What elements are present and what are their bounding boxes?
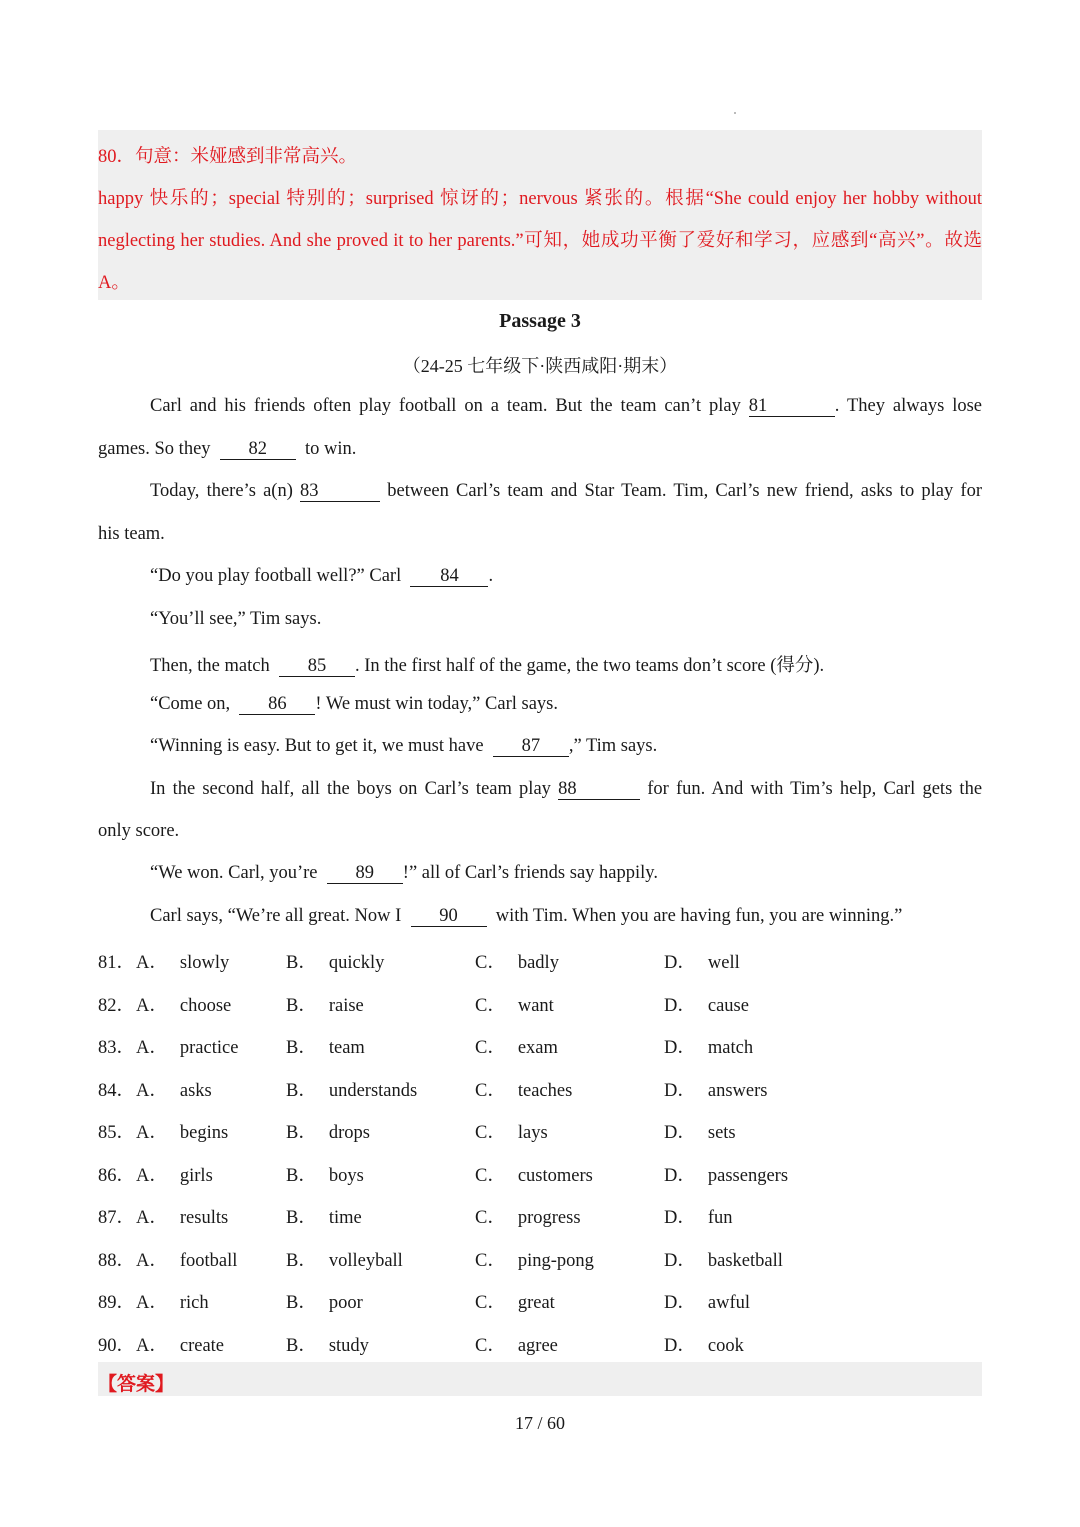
option-letter: B． [286, 995, 317, 1016]
option-text: understands [328, 1080, 418, 1101]
option-d[interactable] [664, 1246, 783, 1272]
option-text: ping-pong [517, 1250, 594, 1271]
option-c[interactable] [475, 1246, 594, 1272]
text-segment: “Do you play football well?” Carl [150, 566, 402, 586]
question-row [98, 1246, 982, 1276]
option-letter: C． [475, 1165, 506, 1186]
option-letter: D． [664, 1208, 696, 1228]
option-text: quickly [328, 953, 385, 973]
option-letter: D． [664, 1335, 696, 1356]
option-letter: D． [664, 1080, 696, 1101]
passage-paragraph-2 [150, 481, 982, 502]
option-text: team [328, 1038, 365, 1058]
option-text: results [179, 1208, 229, 1228]
option-letter: A． [136, 1208, 168, 1228]
option-text: slowly [179, 953, 230, 973]
question-number: 90． [98, 1335, 136, 1356]
option-a[interactable] [136, 1033, 238, 1059]
passage-paragraph-8 [150, 779, 982, 800]
text-segment: “Come on, [150, 694, 231, 714]
option-letter: B． [286, 1293, 317, 1313]
option-b[interactable] [286, 1076, 417, 1102]
option-text: rich [179, 1293, 209, 1313]
option-text: sets [707, 1123, 736, 1143]
option-b[interactable] [286, 1033, 365, 1059]
option-a[interactable] [136, 1288, 209, 1314]
option-b[interactable] [286, 1203, 362, 1229]
option-a[interactable] [136, 991, 231, 1017]
text-segment: to win. [305, 439, 357, 459]
question-number: 87． [98, 1208, 136, 1228]
option-letter: C． [475, 1335, 506, 1356]
text-segment: with Tim. When you are having fun, you are winning.” [495, 906, 903, 926]
option-a[interactable] [136, 948, 229, 974]
passage-paragraph-2-cont: his team. [98, 524, 165, 544]
option-c[interactable] [475, 1118, 548, 1144]
option-text: raise [328, 995, 364, 1016]
option-text: asks [179, 1080, 212, 1101]
option-d[interactable] [664, 948, 740, 974]
option-letter: A． [136, 1165, 168, 1186]
option-b[interactable] [286, 1161, 364, 1187]
question-number: 84． [98, 1080, 136, 1101]
option-d[interactable] [664, 1203, 733, 1229]
explanation-line-2: happy 快乐的；special 特别的；surprised 惊讶的；nervous 紧张的。根据“She could enjoy her hobby without [98, 189, 982, 209]
text-segment: Then, the match [150, 656, 270, 676]
option-text: answers [707, 1080, 768, 1101]
blank-88: 88 [558, 779, 640, 800]
option-text: agree [517, 1335, 558, 1356]
question-row [98, 1161, 982, 1191]
stray-dot [734, 112, 736, 114]
option-c[interactable] [475, 1331, 558, 1357]
option-text: lays [517, 1123, 548, 1143]
passage-paragraph-9 [150, 863, 658, 884]
option-letter: B． [286, 1038, 317, 1058]
option-c[interactable] [475, 1076, 572, 1102]
option-letter: A． [136, 1080, 168, 1101]
answer-header-bar [98, 1362, 982, 1396]
passage-source: （24-25 七年级下·陕西咸阳·期末） [402, 356, 678, 376]
blank-81: 81 [749, 396, 835, 417]
option-text: progress [517, 1208, 581, 1228]
passage-paragraph-1 [150, 396, 982, 417]
option-letter: C． [475, 1038, 506, 1058]
option-d[interactable] [664, 1288, 750, 1314]
option-text: poor [328, 1293, 363, 1313]
text-segment: . [488, 566, 494, 586]
question-number: 86． [98, 1165, 136, 1186]
question-row [98, 1033, 982, 1063]
option-letter: A． [136, 1250, 168, 1271]
explanation-line-4: A。 [98, 273, 130, 293]
question-row [98, 1118, 982, 1148]
question-row [98, 1076, 982, 1106]
option-text: teaches [517, 1080, 573, 1101]
text-segment: . In the first half of the game, the two teams don’t score (得分). [354, 656, 825, 676]
question-row [98, 948, 982, 978]
option-letter: C． [475, 1080, 506, 1101]
option-text: choose [179, 995, 232, 1016]
passage-paragraph-8-cont: only score. [98, 821, 180, 841]
option-letter: A． [136, 953, 168, 973]
blank-83: 83 [300, 481, 380, 502]
option-text: fun [707, 1208, 733, 1228]
text-segment: In the second half, all the boys on Carl’s team play [150, 779, 551, 799]
option-text: cause [707, 995, 749, 1016]
option-b[interactable] [286, 948, 384, 974]
option-c[interactable] [475, 1033, 558, 1059]
option-b[interactable] [286, 1246, 403, 1272]
text-segment: ! We must win today,” Carl says. [315, 694, 558, 714]
option-text: basketball [707, 1250, 783, 1271]
option-text: boys [328, 1165, 364, 1186]
option-a[interactable] [136, 1161, 213, 1187]
text-segment: Carl says, “We’re all great. Now I [150, 906, 402, 926]
option-text: study [328, 1335, 369, 1356]
option-letter: D． [664, 953, 696, 973]
explanation-line-3: neglecting her studies. And she proved it to her parents.”可知，她成功平衡了爱好和学习，应感到“高兴”。故选 [98, 231, 982, 251]
option-letter: A． [136, 995, 168, 1016]
answer-label: 【答案】 [98, 1373, 175, 1395]
option-letter: A． [136, 1123, 168, 1143]
text-segment: Carl and his friends often play football on a team. But the team can’t play [150, 396, 741, 416]
option-c[interactable] [475, 1161, 593, 1187]
option-letter: D． [664, 1293, 696, 1313]
passage-paragraph-3 [150, 566, 493, 587]
text-segment: “We won. Carl, you’re [150, 863, 318, 883]
option-letter: C． [475, 1208, 506, 1228]
option-b[interactable] [286, 1288, 363, 1314]
question-row [98, 1203, 982, 1233]
option-text: time [328, 1208, 362, 1228]
option-letter: C． [475, 995, 506, 1016]
blank-85: 85 [279, 656, 355, 677]
option-d[interactable] [664, 1161, 788, 1187]
passage-paragraph-5 [150, 651, 824, 677]
option-c[interactable] [475, 1203, 581, 1229]
text-segment: Today, there’s a(n) [150, 481, 293, 501]
option-letter: B． [286, 1208, 317, 1228]
question-row [98, 1331, 982, 1361]
option-text: drops [328, 1123, 370, 1143]
blank-82: 82 [220, 439, 296, 460]
option-c[interactable] [475, 991, 554, 1017]
option-letter: B． [286, 1335, 317, 1356]
question-number: 89． [98, 1293, 136, 1313]
option-letter: B． [286, 1250, 317, 1271]
option-a[interactable] [136, 1203, 228, 1229]
option-c[interactable] [475, 948, 559, 974]
option-b[interactable] [286, 991, 364, 1017]
option-text: cook [707, 1335, 744, 1356]
option-letter: D． [664, 1038, 696, 1058]
option-letter: D． [664, 1250, 696, 1271]
option-letter: A． [136, 1335, 168, 1356]
option-text: match [707, 1038, 754, 1058]
option-text: practice [179, 1038, 239, 1058]
question-number: 85． [98, 1123, 136, 1143]
option-d[interactable] [664, 1118, 736, 1144]
option-letter: C． [475, 1123, 506, 1143]
option-text: create [179, 1335, 225, 1356]
option-d[interactable] [664, 991, 749, 1017]
text-segment: !” all of Carl’s friends say happily. [402, 863, 658, 883]
text-segment: between Carl’s team and Star Team. Tim, Carl’s new friend, asks to play for [387, 481, 982, 501]
option-text: customers [517, 1165, 593, 1186]
option-letter: C． [475, 1250, 506, 1271]
text-segment: . They always lose [834, 396, 982, 416]
option-a[interactable] [136, 1118, 228, 1144]
option-letter: B． [286, 1080, 317, 1101]
option-letter: C． [475, 953, 506, 973]
text-segment: ,” Tim says. [568, 736, 658, 756]
option-letter: C． [475, 1293, 506, 1313]
blank-87: 87 [493, 736, 569, 757]
question-number: 81． [98, 953, 136, 973]
passage-paragraph-7 [150, 736, 657, 757]
question-row [98, 991, 982, 1021]
option-text: well [707, 953, 740, 973]
option-a[interactable] [136, 1076, 212, 1102]
blank-84: 84 [410, 566, 488, 587]
passage-paragraph-1-cont [98, 439, 356, 460]
option-letter: B． [286, 1123, 317, 1143]
question-number: 88． [98, 1250, 136, 1271]
option-text: girls [179, 1165, 213, 1186]
text-segment: for fun. And with Tim’s help, Carl gets the [647, 779, 983, 799]
option-d[interactable] [664, 1033, 753, 1059]
option-c[interactable] [475, 1288, 555, 1314]
option-d[interactable] [664, 1076, 767, 1102]
passage-paragraph-6 [150, 694, 558, 715]
blank-89: 89 [327, 863, 403, 884]
blank-90: 90 [411, 906, 487, 927]
option-d[interactable] [664, 1331, 744, 1357]
option-text: volleyball [328, 1250, 403, 1271]
text-segment: “Winning is easy. But to get it, we must have [150, 736, 484, 756]
option-a[interactable] [136, 1331, 224, 1357]
option-b[interactable] [286, 1118, 370, 1144]
text-segment: games. So they [98, 439, 211, 459]
option-text: great [517, 1293, 555, 1313]
question-row [98, 1288, 982, 1318]
option-text: passengers [707, 1165, 789, 1186]
option-text: football [179, 1250, 238, 1271]
page-indicator: 17 / 60 [514, 1413, 565, 1433]
option-letter: D． [664, 1165, 696, 1186]
option-a[interactable] [136, 1246, 237, 1272]
option-letter: A． [136, 1038, 168, 1058]
question-number: 82． [98, 995, 136, 1016]
option-text: badly [517, 953, 559, 973]
option-text: exam [517, 1038, 558, 1058]
option-letter: A． [136, 1293, 168, 1313]
option-b[interactable] [286, 1331, 369, 1357]
passage-paragraph-4: “You’ll see,” Tim says. [150, 609, 322, 629]
option-text: begins [179, 1123, 229, 1143]
option-text: want [517, 995, 554, 1016]
passage-paragraph-10 [150, 906, 902, 927]
option-letter: D． [664, 1123, 696, 1143]
explanation-line-1: 80．句意：米娅感到非常高兴。 [98, 147, 358, 167]
option-letter: B． [286, 1165, 317, 1186]
option-text: awful [707, 1293, 750, 1313]
option-letter: D． [664, 995, 696, 1016]
question-number: 83． [98, 1038, 136, 1058]
option-letter: B． [286, 953, 317, 973]
blank-86: 86 [239, 694, 315, 715]
passage-title: Passage 3 [499, 310, 581, 332]
explanation-box [98, 130, 982, 300]
